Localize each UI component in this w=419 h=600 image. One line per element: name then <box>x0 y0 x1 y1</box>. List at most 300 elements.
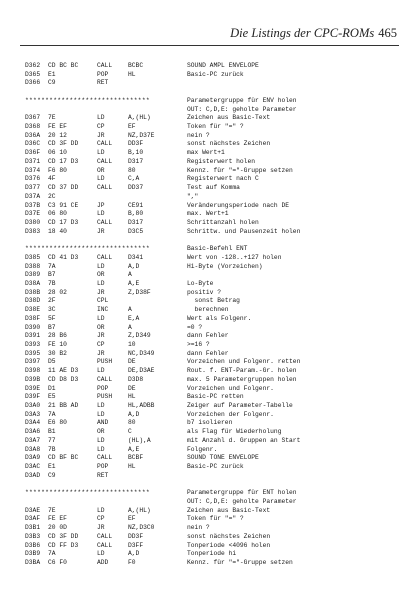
mnemonic: PUSH <box>97 393 113 401</box>
comment: Basic-PC zurück <box>187 70 244 78</box>
listing-line <box>0 559 419 568</box>
operand: D3D8 <box>128 375 144 383</box>
mnemonic: LD <box>97 506 105 514</box>
section-separator <box>0 97 419 106</box>
mnemonic: RET <box>97 79 109 87</box>
opcode-bytes: 4F <box>48 175 56 183</box>
mnemonic: CALL <box>97 253 113 261</box>
address: D397 <box>25 358 41 366</box>
listing-line <box>0 297 419 306</box>
operand: D317 <box>128 157 144 165</box>
address: D37E <box>25 210 41 218</box>
operand: 10 <box>128 341 136 348</box>
comment: Registerwert nach C <box>187 175 259 183</box>
opcode-bytes: 3C <box>48 306 56 314</box>
opcode-bytes: B1 <box>48 428 56 436</box>
operand: F0 <box>128 558 136 566</box>
listing-line <box>0 524 419 533</box>
operand: (HL),A <box>128 436 151 444</box>
address: D374 <box>25 166 41 174</box>
comment: Token für "=" ? <box>187 123 244 131</box>
address: D39B <box>25 375 41 383</box>
operand: Z,D38F <box>128 288 151 296</box>
operand: A,(HL) <box>128 114 151 122</box>
opcode-bytes: 11 AE D3 <box>48 367 79 375</box>
operand: B,10 <box>128 149 144 157</box>
operand: A <box>128 306 132 314</box>
mnemonic: INC <box>97 306 109 314</box>
comment: b7 isolieren <box>187 419 233 427</box>
opcode-bytes: 06 10 <box>48 149 67 157</box>
address: D362 <box>25 62 41 69</box>
mnemonic: CALL <box>97 140 113 148</box>
opcode-bytes: FE 10 <box>48 341 67 348</box>
comment: Token für "=" ? <box>187 515 244 523</box>
blank-line <box>0 236 419 245</box>
opcode-bytes: 20 0D <box>48 524 67 532</box>
mnemonic: CALL <box>97 454 113 462</box>
address: D3A8 <box>25 445 41 453</box>
operand: A,E <box>128 445 140 453</box>
mnemonic: JR <box>97 227 105 235</box>
listing-line <box>0 123 419 132</box>
mnemonic: RET <box>97 471 109 479</box>
address: D383 <box>25 227 41 235</box>
operand: A,(HL) <box>128 506 151 514</box>
operand: D341 <box>128 253 144 261</box>
mnemonic: LD <box>97 114 105 122</box>
mnemonic: CALL <box>97 157 113 165</box>
listing-line <box>0 71 419 80</box>
opcode-bytes: C9 <box>48 471 56 479</box>
address: D3B6 <box>25 541 41 549</box>
operand: B,80 <box>128 210 144 218</box>
address: D38E <box>25 306 41 314</box>
comment: Schrittanzahl holen <box>187 218 259 226</box>
mnemonic: JR <box>97 332 105 340</box>
address: D376 <box>25 175 41 183</box>
opcode-bytes: CD 17 D3 <box>48 157 79 165</box>
operand: BCBC <box>128 62 144 69</box>
opcode-bytes: 7A <box>48 410 56 418</box>
comment: Basic-PC zurück <box>187 463 244 471</box>
address: D38D <box>25 297 41 305</box>
operand: 80 <box>128 419 136 427</box>
address: D389 <box>25 271 41 279</box>
operand: HL <box>128 463 136 471</box>
address: D3BA <box>25 558 41 566</box>
address: D37A <box>25 192 41 200</box>
comment: Basic-PC retten <box>187 393 244 401</box>
comment: nein ? <box>187 524 210 532</box>
separator-stars: ******************************* <box>25 489 150 497</box>
operand: A,E <box>128 279 140 287</box>
comment: Tonperiode hi <box>187 550 237 558</box>
opcode-bytes: 18 40 <box>48 227 67 235</box>
operand: A,D <box>128 550 140 558</box>
address: D388 <box>25 262 41 270</box>
operand: DD3F <box>128 532 144 540</box>
mnemonic: OR <box>97 428 105 436</box>
address: D365 <box>25 70 41 78</box>
mnemonic: CP <box>97 341 105 348</box>
comment: sonst Betrag <box>187 297 240 305</box>
mnemonic: LD <box>97 436 105 444</box>
opcode-bytes: 20 12 <box>48 131 67 139</box>
opcode-bytes: CD D8 D3 <box>48 375 79 383</box>
operand: NC,D349 <box>128 349 155 357</box>
listing-line <box>0 358 419 367</box>
operand: HL,ADBB <box>128 402 155 410</box>
comment: Wert als Folgenr. <box>187 314 252 322</box>
address: D368 <box>25 123 41 131</box>
blank-line <box>0 481 419 490</box>
operand: NZ,D37E <box>128 131 155 139</box>
opcode-bytes: 7E <box>48 506 56 514</box>
comment: SOUND TONE ENVELOPE <box>187 454 259 462</box>
comment: Folgenr. <box>187 445 218 453</box>
listing-line <box>0 350 419 359</box>
address: D371 <box>25 157 41 165</box>
listing-line <box>0 158 419 167</box>
listing-line <box>0 498 419 507</box>
mnemonic: JR <box>97 349 105 357</box>
mnemonic: PUSH <box>97 358 113 366</box>
address: D3A7 <box>25 436 41 444</box>
opcode-bytes: 5F <box>48 314 56 322</box>
opcode-bytes: E5 <box>48 393 56 401</box>
opcode-bytes: CD 41 D3 <box>48 253 79 261</box>
address: D3AE <box>25 506 41 514</box>
listing-line <box>0 419 419 428</box>
section-title: Parametergruppe für ENT holen <box>187 489 297 497</box>
comment: nein ? <box>187 131 210 139</box>
comment: Zeichen aus Basic-Text <box>187 506 271 514</box>
mnemonic: LD <box>97 149 105 157</box>
address: D36A <box>25 131 41 139</box>
listing-line <box>0 263 419 272</box>
opcode-bytes: E6 80 <box>48 419 67 427</box>
address: D385 <box>25 253 41 261</box>
address: D391 <box>25 332 41 340</box>
comment: Kennz. für "="-Gruppe setzen <box>187 166 293 174</box>
comment: sonst nächstes Zeichen <box>187 140 271 148</box>
opcode-bytes: 7A <box>48 550 56 558</box>
listing-line <box>0 149 419 158</box>
mnemonic: CALL <box>97 62 113 69</box>
comment: OUT: C,D,E: geholte Parameter <box>187 105 297 113</box>
comment: max Wert+1 <box>187 149 225 157</box>
mnemonic: AND <box>97 419 109 427</box>
comment: als Flag für Wiederholung <box>187 428 282 436</box>
operand: 80 <box>128 166 136 174</box>
mnemonic: LD <box>97 210 105 218</box>
listing-line <box>0 167 419 176</box>
opcode-bytes: 7A <box>48 262 56 270</box>
section-title: Basic-Befehl ENT <box>187 245 248 253</box>
listing-line <box>0 140 419 149</box>
address: D377 <box>25 184 41 192</box>
listing-line <box>0 507 419 516</box>
comment: Registerwert holen <box>187 157 256 165</box>
mnemonic: LD <box>97 175 105 183</box>
listing-line <box>0 393 419 402</box>
operand: DE <box>128 358 136 366</box>
address: D390 <box>25 323 41 331</box>
listing-line <box>0 210 419 219</box>
mnemonic: LD <box>97 410 105 418</box>
address: D3B9 <box>25 550 41 558</box>
listing-line <box>0 289 419 298</box>
address: D3A0 <box>25 402 41 410</box>
listing-line <box>0 463 419 472</box>
listing-line <box>0 315 419 324</box>
operand: A <box>128 323 132 331</box>
mnemonic: LD <box>97 445 105 453</box>
address: D3B1 <box>25 524 41 532</box>
operand: Z,D349 <box>128 332 151 340</box>
address: D39E <box>25 384 41 392</box>
address: D3AF <box>25 515 41 523</box>
address: D38A <box>25 279 41 287</box>
opcode-bytes: 2C <box>48 192 56 200</box>
opcode-bytes: CD 3F DD <box>48 532 79 540</box>
mnemonic: CALL <box>97 541 113 549</box>
opcode-bytes: 7B <box>48 445 56 453</box>
mnemonic: LD <box>97 367 105 375</box>
operand: A,D <box>128 410 140 418</box>
comment: Hi-Byte (Vorzeichen) <box>187 262 263 270</box>
operand: A,D <box>128 262 140 270</box>
listing-line <box>0 550 419 559</box>
opcode-bytes: 7E <box>48 114 56 122</box>
opcode-bytes: B7 <box>48 271 56 279</box>
mnemonic: POP <box>97 70 109 78</box>
address: D38B <box>25 288 41 296</box>
listing-line <box>0 515 419 524</box>
address: D36C <box>25 140 41 148</box>
opcode-bytes: D1 <box>48 384 56 392</box>
opcode-bytes: CD FF D3 <box>48 541 79 549</box>
address: D398 <box>25 367 41 375</box>
comment: Wert von -128..+127 holen <box>187 253 282 261</box>
listing-line <box>0 472 419 481</box>
operand: EF <box>128 515 136 523</box>
page-header <box>0 26 397 42</box>
listing-line <box>0 454 419 463</box>
operand: CE91 <box>128 201 144 209</box>
listing-line <box>0 106 419 115</box>
comment: Rout. f. ENT-Param.-Gr. holen <box>187 367 297 375</box>
listing-line <box>0 428 419 437</box>
address: D38F <box>25 314 41 322</box>
listing-line <box>0 402 419 411</box>
header-rule <box>20 45 399 46</box>
comment: Vorzeichen und Folgenr. retten <box>187 358 301 366</box>
address: D36F <box>25 149 41 157</box>
page-number: 465 <box>378 26 397 40</box>
opcode-bytes: C9 <box>48 79 56 87</box>
operand: HL <box>128 70 136 78</box>
listing-line <box>0 254 419 263</box>
listing-line <box>0 280 419 289</box>
mnemonic: POP <box>97 384 109 392</box>
comment: Veränderungsperiode nach DE <box>187 201 290 209</box>
mnemonic: CP <box>97 515 105 523</box>
operand: DE,D3AE <box>128 367 155 375</box>
blank-line <box>0 88 419 97</box>
address: D39F <box>25 393 41 401</box>
listing-line <box>0 376 419 385</box>
opcode-bytes: CD 37 DD <box>48 184 79 192</box>
address: D367 <box>25 114 41 122</box>
comment: Kennz. für "="-Gruppe setzen <box>187 558 293 566</box>
opcode-bytes: CD BF BC <box>48 454 79 462</box>
operand: DE <box>128 384 136 392</box>
listing-line <box>0 437 419 446</box>
operand: DD3F <box>128 140 144 148</box>
comment: OUT: C,D,E: geholte Parameter <box>187 497 297 505</box>
comment: positiv ? <box>187 288 222 296</box>
opcode-bytes: 77 <box>48 436 56 444</box>
listing-line <box>0 446 419 455</box>
mnemonic: OR <box>97 271 105 279</box>
separator-stars: ******************************* <box>25 245 150 253</box>
mnemonic: CP <box>97 123 105 131</box>
opcode-bytes: FE EF <box>48 123 67 131</box>
operand: D3C5 <box>128 227 144 235</box>
listing-line <box>0 271 419 280</box>
address: D3A9 <box>25 454 41 462</box>
opcode-bytes: 2F <box>48 297 56 305</box>
operand: EF <box>128 123 136 131</box>
address: D393 <box>25 341 41 348</box>
mnemonic: JR <box>97 131 105 139</box>
address: D380 <box>25 218 41 226</box>
address: D3A4 <box>25 419 41 427</box>
comment: max. Wert+1 <box>187 210 229 218</box>
opcode-bytes: 06 80 <box>48 210 67 218</box>
mnemonic: JR <box>97 288 105 296</box>
comment: Vorzeichen und Folgenr. <box>187 384 274 392</box>
mnemonic: CALL <box>97 375 113 383</box>
opcode-bytes: C6 F0 <box>48 558 67 566</box>
operand: E,A <box>128 314 140 322</box>
comment: >=16 ? <box>187 341 210 348</box>
comment: SOUND AMPL ENVELOPE <box>187 62 259 69</box>
comment: dann Fehler <box>187 332 229 340</box>
address: D3B3 <box>25 532 41 540</box>
mnemonic: OR <box>97 323 105 331</box>
operand: A <box>128 271 132 279</box>
opcode-bytes: 21 BB AD <box>48 402 79 410</box>
listing-line <box>0 341 419 350</box>
mnemonic: CALL <box>97 532 113 540</box>
section-title: Parametergruppe für ENV holen <box>187 96 297 104</box>
address: D37B <box>25 201 41 209</box>
mnemonic: CPL <box>97 297 109 305</box>
comment: berechnen <box>187 306 229 314</box>
listing-line <box>0 306 419 315</box>
comment: Vorzeichen der Folgenr. <box>187 410 274 418</box>
mnemonic: JR <box>97 524 105 532</box>
address: D3AC <box>25 463 41 471</box>
listing-line <box>0 79 419 88</box>
mnemonic: JP <box>97 201 105 209</box>
comment: Zeiger auf Parameter-Tabelle <box>187 402 293 410</box>
comment: mit Anzahl d. Gruppen an Start <box>187 436 301 444</box>
listing-line <box>0 219 419 228</box>
listing-line <box>0 202 419 211</box>
operand: HL <box>128 393 136 401</box>
listing-line <box>0 542 419 551</box>
mnemonic: ADD <box>97 558 109 566</box>
comment: Test auf Komma <box>187 184 240 192</box>
listing-line <box>0 332 419 341</box>
opcode-bytes: D5 <box>48 358 56 366</box>
address: D3AD <box>25 471 41 479</box>
opcode-bytes: B7 <box>48 323 56 331</box>
listing-line <box>0 193 419 202</box>
listing-line <box>0 385 419 394</box>
opcode-bytes: CD 3F DD <box>48 140 79 148</box>
listing-line <box>0 228 419 237</box>
mnemonic: LD <box>97 314 105 322</box>
mnemonic: LD <box>97 402 105 410</box>
section-separator <box>0 245 419 254</box>
running-title: Die Listings der CPC-ROMs <box>230 26 375 40</box>
comment: sonst nächstes Zeichen <box>187 532 271 540</box>
mnemonic: CALL <box>97 184 113 192</box>
mnemonic: CALL <box>97 218 113 226</box>
opcode-bytes: 28 B6 <box>48 332 67 340</box>
listing-line <box>0 175 419 184</box>
opcode-bytes: 30 B2 <box>48 349 67 357</box>
address: D366 <box>25 79 41 87</box>
opcode-bytes: E1 <box>48 463 56 471</box>
comment: max. 5 Parametergruppen holen <box>187 375 297 383</box>
listing-line <box>0 62 419 71</box>
listing-line <box>0 324 419 333</box>
mnemonic: LD <box>97 279 105 287</box>
comment: =0 ? <box>187 323 203 331</box>
opcode-bytes: FE EF <box>48 515 67 523</box>
opcode-bytes: F6 80 <box>48 166 67 174</box>
opcode-bytes: C3 91 CE <box>48 201 79 209</box>
address: D395 <box>25 349 41 357</box>
opcode-bytes: 7B <box>48 279 56 287</box>
operand: BCBF <box>128 454 144 462</box>
comment: Lo-Byte <box>187 279 214 287</box>
listing-line <box>0 367 419 376</box>
comment: dann Fehler <box>187 349 229 357</box>
mnemonic: OR <box>97 166 105 174</box>
operand: NZ,D3C0 <box>128 524 155 532</box>
comment: Zeichen aus Basic-Text <box>187 114 271 122</box>
operand: C,A <box>128 175 140 183</box>
assembler-listing <box>0 62 419 568</box>
operand: C <box>128 428 132 436</box>
comment: Tonperiode <4096 holen <box>187 541 271 549</box>
operand: DD37 <box>128 184 144 192</box>
mnemonic: LD <box>97 550 105 558</box>
address: D3A6 <box>25 428 41 436</box>
listing-line <box>0 184 419 193</box>
separator-stars: ******************************* <box>25 96 150 104</box>
opcode-bytes: CD BC BC <box>48 62 79 69</box>
address: D3A3 <box>25 410 41 418</box>
opcode-bytes: E1 <box>48 70 56 78</box>
